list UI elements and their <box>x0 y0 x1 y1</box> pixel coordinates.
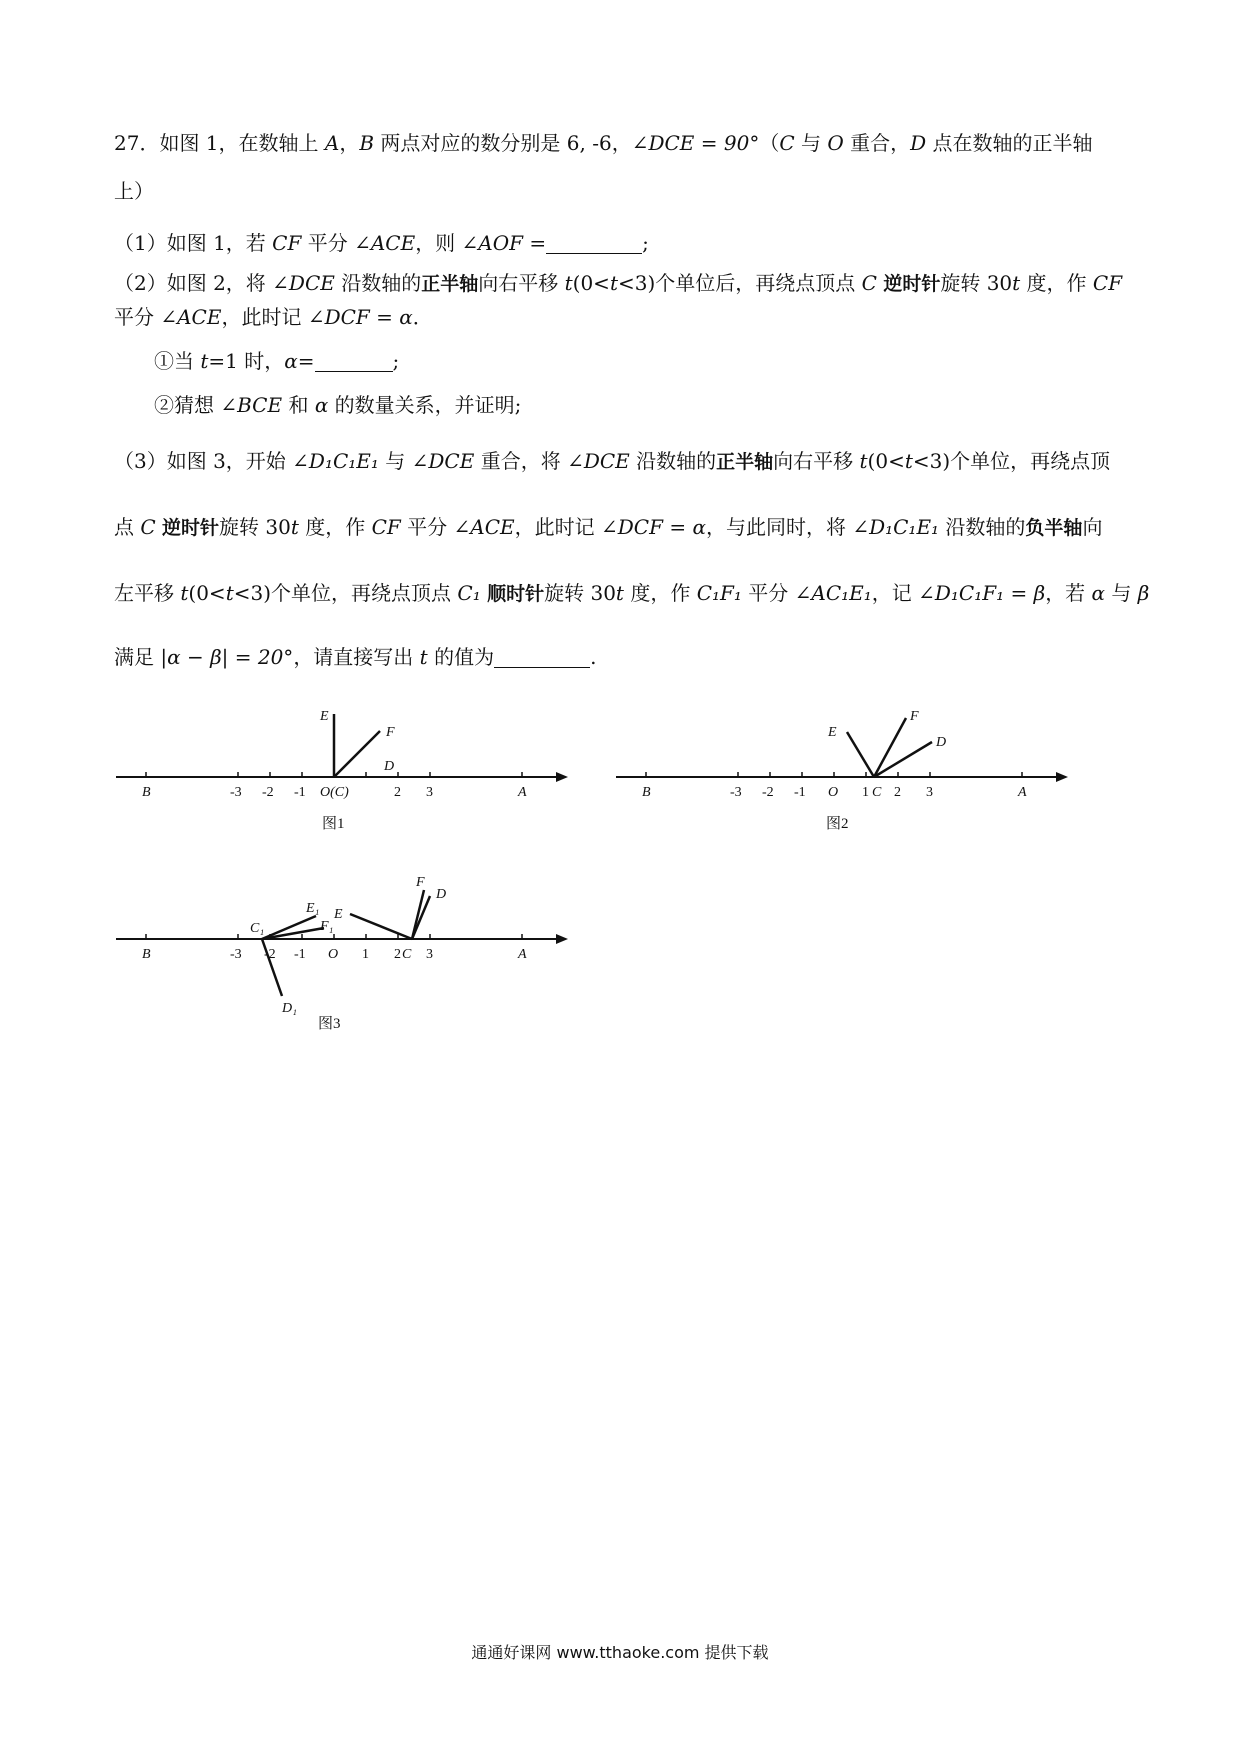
tick-label: 2 <box>894 785 901 800</box>
arrow-head-icon <box>1056 772 1068 782</box>
figure-caption: 图1 <box>322 816 345 832</box>
label-f1: F₁ <box>320 919 334 934</box>
label-b: B <box>142 947 151 962</box>
tick-label: -1 <box>794 785 806 800</box>
question-3-line-1: （3）如图 3，开始 ∠D₁C₁E₁ 与 ∠DCE 重合，将 ∠DCE 沿数轴的正半轴向右平移 t(0<t<3)个单位，再绕点顶 <box>114 449 1111 473</box>
label-d: D <box>936 735 947 750</box>
figure-1 <box>110 700 580 840</box>
label-a: A <box>518 785 527 800</box>
tick-label-origin: O(C) <box>320 785 349 800</box>
arrow-head-icon <box>556 772 568 782</box>
tick-label: 1 <box>362 947 369 962</box>
question-2-sub-1: ①当 t=1 时，α= ; <box>154 349 400 373</box>
ray-c1e1 <box>262 916 316 939</box>
tick-label: 3 <box>426 785 433 800</box>
tick-label: -3 <box>730 785 742 800</box>
answer-blank-q3 <box>494 645 590 668</box>
tick-label: -2 <box>762 785 774 800</box>
tick-label-c: C <box>872 785 882 800</box>
label-c1: C₁ <box>250 921 265 936</box>
label-e: E <box>334 907 343 922</box>
tick-label: -2 <box>262 785 274 800</box>
ray-c1f1 <box>262 928 324 939</box>
tick-label: 1 <box>862 785 869 800</box>
arrow-head-icon <box>556 934 568 944</box>
label-e1: E₁ <box>306 901 320 916</box>
figure-3 <box>110 860 580 1040</box>
tick-label-origin: O <box>328 947 339 962</box>
intro-line-2: 上） <box>114 179 154 203</box>
label-d1: D₁ <box>282 1001 297 1016</box>
question-1: （1）如图 1，若 CF 平分 ∠ACE，则 ∠AOF = ; <box>114 231 649 255</box>
tick-label: -3 <box>230 947 242 962</box>
question-2-sub-2: ②猜想 ∠BCE 和 α 的数量关系，并证明; <box>154 393 522 417</box>
tick-label: 3 <box>926 785 933 800</box>
question-3-line-4: 满足 |α − β| = 20°，请直接写出 t 的值为 . <box>114 645 597 669</box>
tick-label: -2 <box>264 947 276 962</box>
answer-blank-q1 <box>546 231 642 254</box>
figure-caption: 图3 <box>318 1016 341 1032</box>
tick-label-origin: O <box>828 785 839 800</box>
question-3-line-3: 左平移 t(0<t<3)个单位，再绕点顶点 C₁ 顺时针旋转 30t 度，作 C₁F₁ 平分 ∠AC₁E₁，记 ∠D₁C₁F₁ = β，若 α 与 β <box>114 581 1150 605</box>
label-d: D <box>436 887 447 902</box>
ray-cf <box>334 731 380 777</box>
question-2-line-2: 平分 ∠ACE，此时记 ∠DCF = α． <box>114 305 433 329</box>
label-d: D <box>384 759 395 774</box>
tick-label: 3 <box>426 947 433 962</box>
footer-text: 通通好课网 www.tthaoke.com 提供下载 <box>471 1643 769 1662</box>
label-f: F <box>416 875 425 890</box>
label-a: A <box>1018 785 1027 800</box>
answer-blank-q2-1 <box>315 349 393 372</box>
figure-2 <box>610 700 1080 840</box>
tick-label-c: C <box>402 947 412 962</box>
label-a: A <box>518 947 527 962</box>
label-f: F <box>386 725 395 740</box>
tick-label: 2 <box>394 785 401 800</box>
question-2-line-1: （2）如图 2，将 ∠DCE 沿数轴的正半轴向右平移 t(0<t<3)个单位后，再绕点顶点 C 逆时针旋转 30t 度，作 CF <box>114 271 1123 295</box>
label-e: E <box>320 709 329 724</box>
ray-ce <box>350 914 412 939</box>
label-e: E <box>828 725 837 740</box>
tick-label: 2 <box>394 947 401 962</box>
label-b: B <box>142 785 151 800</box>
tick-label: -3 <box>230 785 242 800</box>
label-f: F <box>910 709 919 724</box>
intro-line-1: 27．如图 1，在数轴上 A，B 两点对应的数分别是 6, -6，∠DCE = 90°（C 与 O 重合，D 点在数轴的正半轴 <box>114 131 1093 155</box>
figure-caption: 图2 <box>826 816 849 832</box>
tick-label: -1 <box>294 947 306 962</box>
label-b: B <box>642 785 651 800</box>
question-3-line-2: 点 C 逆时针旋转 30t 度，作 CF 平分 ∠ACE，此时记 ∠DCF = α，与此同时，将 ∠D₁C₁E₁ 沿数轴的负半轴向 <box>114 515 1103 539</box>
tick-label: -1 <box>294 785 306 800</box>
ray-ce <box>847 732 874 777</box>
